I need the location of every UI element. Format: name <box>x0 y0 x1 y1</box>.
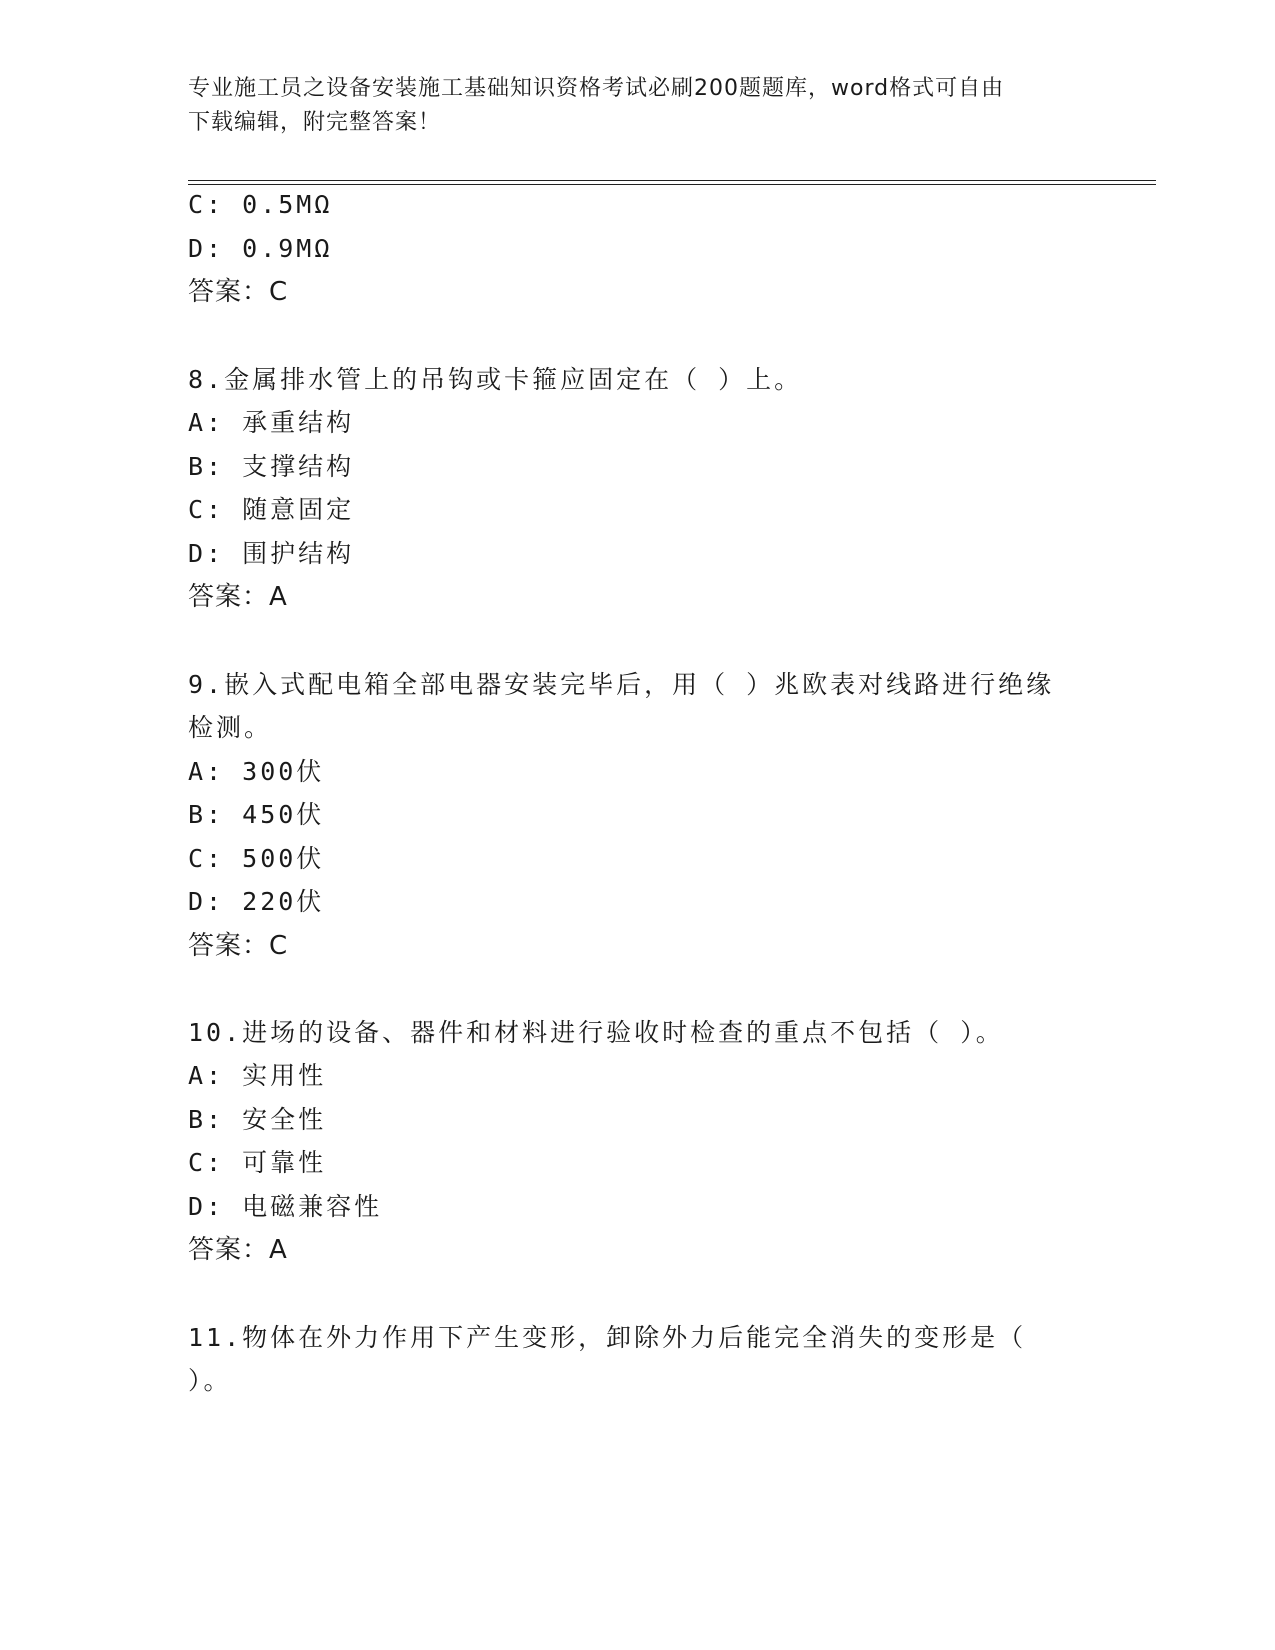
q10-stem: 10.进场的设备、器件和材料进行验收时检查的重点不包括（ ）。 <box>188 1018 1004 1047</box>
q8-option-d: D: 围护结构 <box>188 539 355 568</box>
q11-stem-line-1: 11.物体在外力作用下产生变形，卸除外力后能完全消失的变形是（ <box>188 1323 1027 1352</box>
document-header <box>188 72 1088 140</box>
q8-option-c: C: 随意固定 <box>188 495 355 524</box>
q9-option-b: B: 450伏 <box>188 800 325 829</box>
header-line-1: 专业施工员之设备安装施工基础知识资格考试必刷200题题库，word格式可自由 <box>188 76 1005 101</box>
prev-option-d: D: 0.9MΩ <box>188 234 333 263</box>
header-rule-top <box>188 180 1156 181</box>
q10-answer: 答案：A <box>188 1235 288 1265</box>
header-line-2: 下载编辑，附完整答案！ <box>188 110 442 135</box>
q8-option-b: B: 支撑结构 <box>188 452 355 481</box>
q9-option-d: D: 220伏 <box>188 887 325 916</box>
q9-answer: 答案：C <box>188 931 289 961</box>
q8-answer: 答案：A <box>188 582 288 612</box>
q11-stem-line-2: ）。 <box>188 1366 232 1395</box>
q10-option-d: D: 电磁兼容性 <box>188 1192 383 1221</box>
q10-option-c: C: 可靠性 <box>188 1148 327 1177</box>
q9-option-c: C: 500伏 <box>188 844 325 873</box>
header-rule-bottom <box>188 184 1156 185</box>
prev-option-c: C: 0.5MΩ <box>188 190 333 219</box>
q10-option-a: A: 实用性 <box>188 1061 327 1090</box>
q8-option-a: A: 承重结构 <box>188 408 355 437</box>
q9-stem-line-2: 检测。 <box>188 713 273 742</box>
q10-option-b: B: 安全性 <box>188 1105 327 1134</box>
q9-stem-line-1: 9.嵌入式配电箱全部电器安装完毕后，用（ ）兆欧表对线路进行绝缘 <box>188 670 1055 699</box>
q9-option-a: A: 300伏 <box>188 757 325 786</box>
prev-answer: 答案：C <box>188 277 289 307</box>
q8-stem: 8.金属排水管上的吊钩或卡箍应固定在（ ）上。 <box>188 365 803 394</box>
